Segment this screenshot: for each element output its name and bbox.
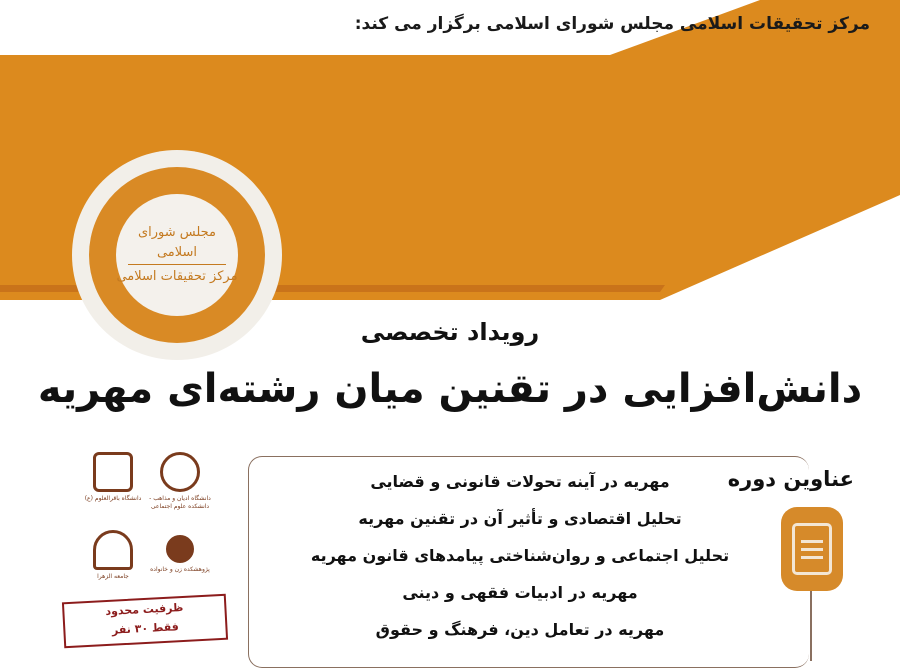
notepad-icon [781,507,843,591]
logo-top-text: مجلس شورای اسلامی [137,225,217,260]
partner-logo-baqir-university [78,452,148,503]
course-heading: عناوین دوره [727,467,854,491]
topic-item: مهریه در ادبیات فقهی و دینی [402,583,638,602]
topic-item: مهریه در آینه تحولات قانونی و قضایی [370,472,670,491]
event-title: دانش‌افزایی در تقنین میان رشته‌ای مهریه [37,366,863,412]
topics-list [260,472,780,657]
partner-logo-religions-university [145,452,215,511]
capacity-notice [62,594,228,649]
topic-item: تحلیل اجتماعی و روان‌شناختی پیامدهای قانون مهریه [310,546,730,565]
partner-caption: جامعه الزهرا [97,573,129,580]
partner-logo-women-family-institute [145,535,215,574]
event-type: رویداد تخصصی [360,318,540,346]
capacity-line1: ظرفیت محدود [105,600,184,619]
logo-bottom-text: مرکز تحقیقات اسلامی [116,269,238,285]
topic-item: مهریه در تعامل دین، فرهنگ و حقوق [375,620,665,639]
partner-caption: دانشگاه باقرالعلوم (ع) [84,495,142,502]
capacity-line2: فقط ۳۰ نفر [111,620,180,637]
partner-caption: دانشگاه ادیان و مذاهب - دانشکده علوم اجتماعی [149,495,211,510]
partner-caption: پژوهشکده زن و خانواده [150,566,210,573]
partner-logo-alzahra [78,530,148,581]
organizer-line: مرکز تحقیقات اسلامی مجلس شورای اسلامی برگزار می کند: [354,14,870,34]
topic-item: تحلیل اقتصادی و تأثیر آن در تقنین مهریه [358,509,682,528]
divider [810,591,812,661]
